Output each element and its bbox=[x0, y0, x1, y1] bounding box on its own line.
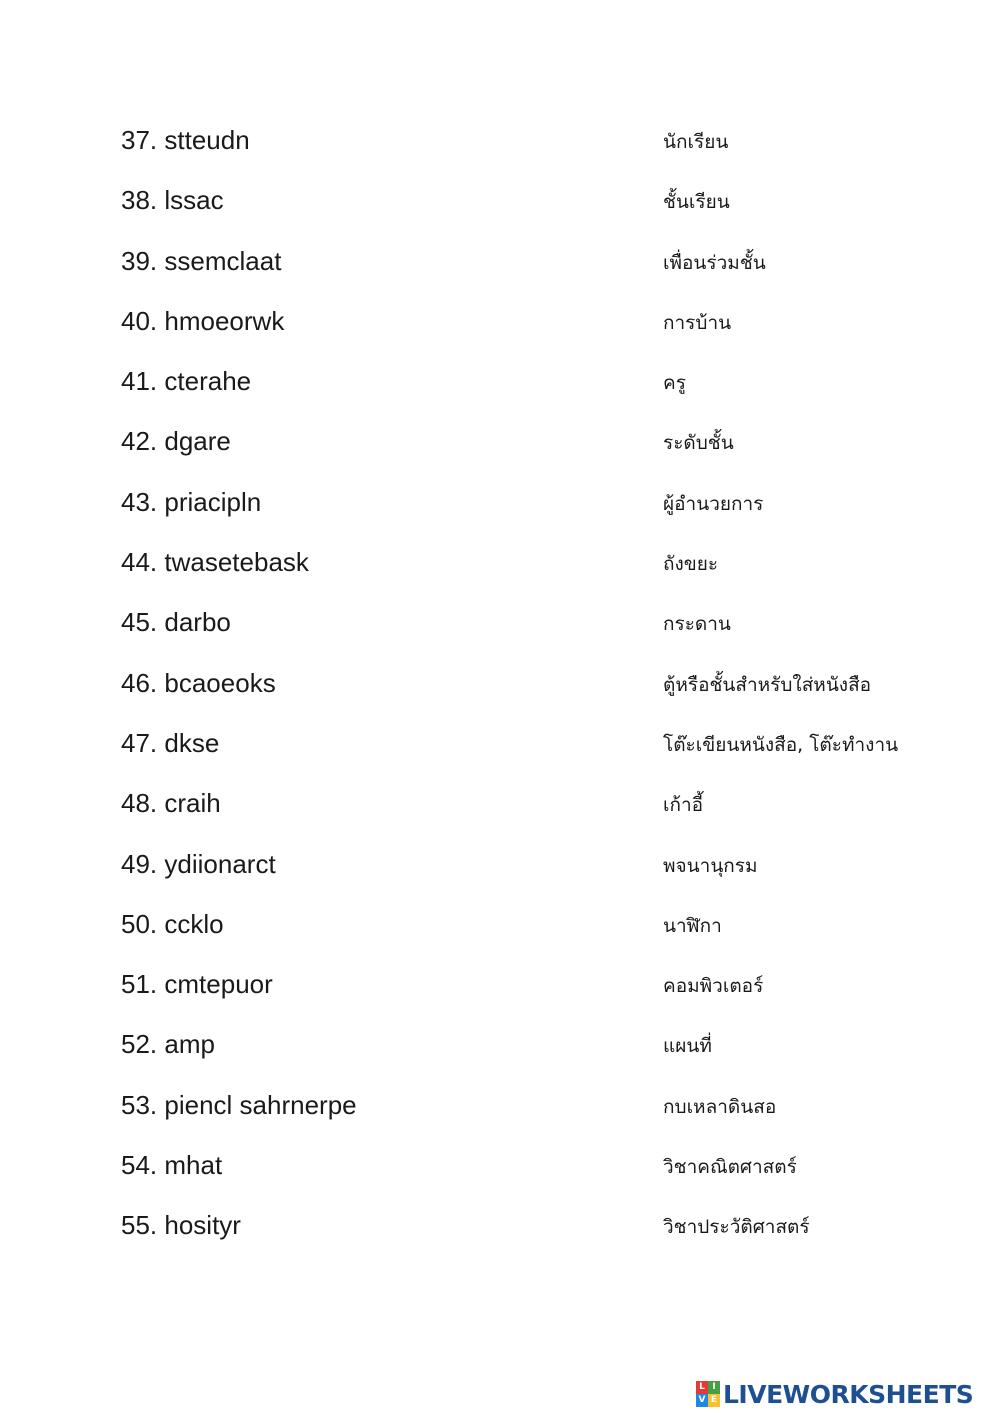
thai-meaning: ระดับชั้น bbox=[663, 432, 734, 455]
thai-meaning: ถังขยะ bbox=[663, 553, 719, 576]
word-row bbox=[0, 834, 1000, 894]
item-number: 40. bbox=[121, 305, 158, 336]
thai-meaning: วิชาคณิตศาสตร์ bbox=[663, 1156, 797, 1179]
thai-meaning: เก้าอี้ bbox=[663, 794, 704, 817]
scrambled-text: dgare bbox=[164, 426, 231, 457]
scrambled-word bbox=[121, 723, 219, 763]
item-number: 50. bbox=[121, 908, 158, 939]
scrambled-word bbox=[121, 964, 273, 1004]
scrambled-word bbox=[121, 844, 276, 884]
word-row bbox=[0, 110, 1000, 170]
word-row bbox=[0, 351, 1000, 411]
scrambled-word bbox=[121, 904, 224, 944]
scrambled-text: dkse bbox=[164, 727, 220, 758]
item-number: 47. bbox=[121, 727, 158, 758]
scrambled-word bbox=[121, 783, 221, 823]
word-row bbox=[0, 773, 1000, 833]
scrambled-text: cterahe bbox=[164, 366, 252, 397]
thai-meaning: ชั้นเรียน bbox=[663, 191, 730, 214]
thai-meaning: วิชาประวัติศาสตร์ bbox=[663, 1216, 810, 1239]
logo-icon-letter: E bbox=[708, 1394, 720, 1407]
item-number: 41. bbox=[121, 366, 158, 397]
thai-meaning: คอมพิวเตอร์ bbox=[663, 975, 764, 998]
word-row bbox=[0, 1195, 1000, 1255]
scrambled-text: priacipln bbox=[164, 486, 262, 517]
scrambled-text: lssac bbox=[164, 185, 224, 216]
word-row bbox=[0, 170, 1000, 230]
item-number: 53. bbox=[121, 1089, 158, 1120]
scrambled-text: ssemclaat bbox=[164, 245, 282, 276]
scrambled-text: twasetebask bbox=[164, 547, 309, 578]
item-number: 55. bbox=[121, 1210, 158, 1241]
scrambled-text: bcaoeoks bbox=[164, 667, 276, 698]
thai-meaning: การบ้าน bbox=[663, 311, 732, 334]
scrambled-word bbox=[121, 482, 261, 522]
item-number: 42. bbox=[121, 426, 158, 457]
word-row bbox=[0, 954, 1000, 1014]
word-row bbox=[0, 592, 1000, 652]
logo-icon-letter: V bbox=[696, 1394, 708, 1407]
thai-meaning: นาฬิกา bbox=[663, 914, 722, 937]
scrambled-text: ydiionarct bbox=[164, 848, 276, 879]
liveworksheets-logo-text: LIVEWORKSHEETS bbox=[723, 1379, 974, 1409]
item-number: 44. bbox=[121, 547, 158, 578]
scrambled-word bbox=[121, 602, 231, 642]
thai-meaning: ผู้อำนวยการ bbox=[663, 492, 764, 515]
logo-icon-letter: L bbox=[696, 1381, 708, 1394]
thai-meaning: ครู bbox=[663, 372, 686, 395]
thai-meaning: ตู้หรือชั้นสำหรับใส่หนังสือ bbox=[663, 673, 872, 696]
scrambled-word bbox=[121, 120, 250, 160]
word-row bbox=[0, 231, 1000, 291]
thai-meaning: เพื่อนร่วมชั้น bbox=[663, 251, 766, 274]
thai-meaning: พจนานุกรม bbox=[663, 854, 758, 877]
scrambled-word bbox=[121, 361, 251, 401]
word-row bbox=[0, 894, 1000, 954]
scrambled-text: stteudn bbox=[164, 125, 250, 155]
item-number: 37. bbox=[121, 125, 158, 155]
word-row bbox=[0, 1014, 1000, 1074]
scrambled-word bbox=[121, 421, 231, 461]
liveworksheets-logo-icon bbox=[696, 1381, 720, 1407]
scrambled-text: amp bbox=[164, 1029, 215, 1060]
word-row bbox=[0, 713, 1000, 773]
thai-meaning: กระดาน bbox=[663, 613, 731, 636]
word-row bbox=[0, 1075, 1000, 1135]
word-row bbox=[0, 532, 1000, 592]
scrambled-text: cmtepuor bbox=[164, 969, 273, 1000]
scrambled-text: ccklo bbox=[164, 908, 224, 939]
logo-icon-letter: I bbox=[708, 1381, 720, 1394]
item-number: 38. bbox=[121, 185, 158, 216]
scrambled-word bbox=[121, 1145, 222, 1185]
scrambled-word bbox=[121, 663, 276, 703]
item-number: 49. bbox=[121, 848, 158, 879]
item-number: 51. bbox=[121, 969, 158, 1000]
word-row bbox=[0, 291, 1000, 351]
scrambled-text: craih bbox=[164, 788, 221, 819]
word-row bbox=[0, 411, 1000, 471]
word-row bbox=[0, 472, 1000, 532]
item-number: 46. bbox=[121, 667, 158, 698]
scrambled-text: darbo bbox=[164, 607, 231, 638]
scrambled-word bbox=[121, 1024, 215, 1064]
scrambled-word bbox=[121, 241, 281, 281]
word-row bbox=[0, 653, 1000, 713]
item-number: 52. bbox=[121, 1029, 158, 1060]
scrambled-word bbox=[121, 180, 224, 220]
word-row bbox=[0, 1135, 1000, 1195]
word-list bbox=[0, 110, 1000, 1256]
thai-meaning: แผนที่ bbox=[663, 1035, 712, 1058]
item-number: 48. bbox=[121, 788, 158, 819]
item-number: 43. bbox=[121, 486, 158, 517]
thai-meaning: กบเหลาดินสอ bbox=[663, 1095, 777, 1118]
scrambled-text: mhat bbox=[164, 1150, 223, 1181]
scrambled-word bbox=[121, 301, 284, 341]
scrambled-word bbox=[121, 1085, 357, 1125]
scrambled-text: piencl sahrnerpe bbox=[164, 1089, 357, 1120]
thai-meaning: โต๊ะเขียนหนังสือ, โต๊ะทำงาน bbox=[663, 733, 899, 756]
scrambled-text: hosityr bbox=[164, 1210, 241, 1241]
scrambled-word bbox=[121, 542, 309, 582]
scrambled-word bbox=[121, 1205, 241, 1245]
item-number: 39. bbox=[121, 245, 158, 276]
item-number: 45. bbox=[121, 607, 158, 638]
liveworksheets-logo bbox=[696, 1377, 973, 1411]
thai-meaning: นักเรียน bbox=[663, 131, 729, 153]
scrambled-text: hmoeorwk bbox=[164, 305, 285, 336]
item-number: 54. bbox=[121, 1150, 158, 1181]
